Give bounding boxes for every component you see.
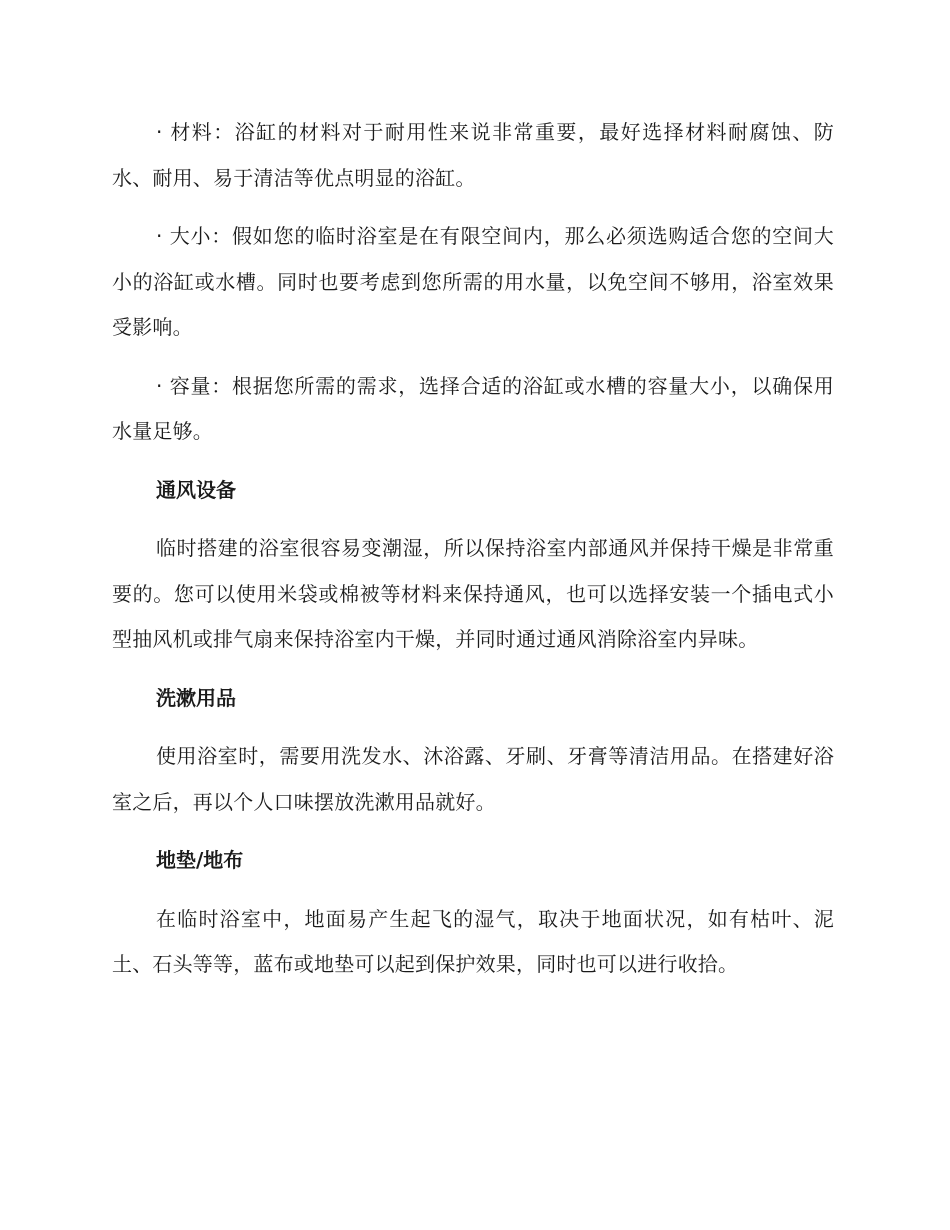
bullet-size: · 大小：假如您的临时浴室是在有限空间内，那么必须选购适合您的空间大小的浴缸或水槽。同时也要考虑到您所需的用水量，以免空间不够用，浴室效果受影响。: [112, 224, 834, 339]
paragraph-floor-mat: 在临时浴室中，地面易产生起飞的湿气，取决于地面状况，如有枯叶、泥土、石头等等，蓝布或地垫可以起到保护效果，同时也可以进行收拾。: [112, 906, 834, 976]
document-body: [112, 110, 834, 1001]
paragraph-toiletries: 使用浴室时，需要用洗发水、沐浴露、牙刷、牙膏等清洁用品。在搭建好浴室之后，再以个人口味摆放洗漱用品就好。: [112, 744, 834, 814]
heading-toiletries: 洗漱用品: [156, 685, 236, 710]
heading-floor-mat: 地垫/地布: [156, 848, 244, 872]
bullet-capacity: · 容量：根据您所需的需求，选择合适的浴缸或水槽的容量大小，以确保用水量足够。: [112, 373, 834, 443]
heading-ventilation: 通风设备: [156, 477, 236, 502]
bullet-material: · 材料：浴缸的材料对于耐用性来说非常重要，最好选择材料耐腐蚀、防水、耐用、易于清洁等优点明显的浴缸。: [112, 120, 834, 190]
paragraph-ventilation: 临时搭建的浴室很容易变潮湿，所以保持浴室内部通风并保持干燥是非常重要的。您可以使用米袋或棉被等材料来保持通风，也可以选择安装一个插电式小型抽风机或排气扇来保持浴室内干燥，并同时通过通风消除浴室内异味。: [112, 536, 834, 651]
